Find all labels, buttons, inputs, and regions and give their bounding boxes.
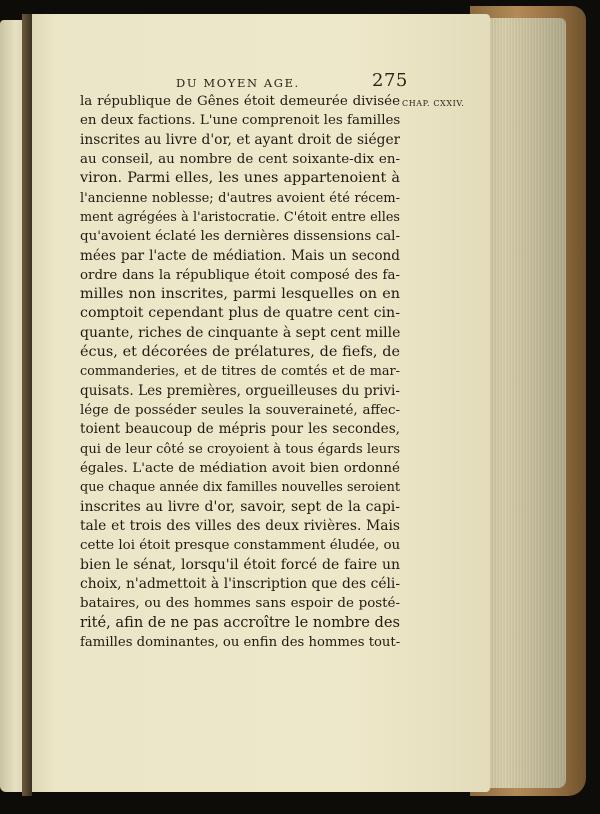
running-head-title: DU MOYEN AGE.: [176, 76, 300, 90]
text-line: qu'avoient éclaté les dernières dissensions cal-: [80, 229, 400, 245]
text-line: qui de leur côté se croyoient à tous égards leurs: [80, 441, 400, 457]
text-line: au conseil, au nombre de cent soixante-dix en-: [80, 151, 400, 167]
text-line: l'ancienne noblesse; d'autres avoient été récem-: [80, 190, 400, 206]
book-gutter: [22, 14, 32, 796]
chapter-margin-note: CHAP. CXXIV.: [402, 99, 465, 108]
text-line: toient beaucoup de mépris pour les secondes,: [80, 421, 400, 438]
text-line: bataires, ou des hommes sans espoir de posté-: [80, 596, 400, 612]
text-line: cette loi étoit presque constamment éludée, ou: [80, 538, 400, 554]
running-head: [152, 70, 452, 94]
page-number: 275: [372, 70, 408, 91]
text-line: milles non inscrites, parmi lesquelles on en: [80, 286, 400, 303]
text-line: quante, riches de cinquante à sept cent mille: [80, 324, 400, 341]
text-line: mées par l'acte de médiation. Mais un second: [80, 247, 400, 264]
text-line: égales. L'acte de médiation avoit bien ordonné: [80, 460, 400, 476]
text-line: lége de posséder seules la souveraineté, affec-: [80, 403, 400, 418]
text-line: bien le sénat, lorsqu'il étoit forcé de faire un: [80, 556, 400, 573]
text-line: quisats. Les premières, orgueilleuses du privi-: [80, 382, 400, 399]
text-line: inscrites au livre d'or, savoir, sept de la capi-: [80, 498, 400, 515]
text-line: écus, et décorées de prélatures, de fiefs, de: [80, 344, 400, 361]
text-line: ordre dans la république étoit composé des fa-: [80, 267, 400, 283]
text-line: comptoit cependant plus de quatre cent cin-: [80, 305, 400, 322]
text-line: en deux factions. L'une comprenoit les familles: [80, 113, 400, 129]
text-line: commanderies, et de titres de comtés et de mar-: [80, 364, 400, 380]
text-line: rité, afin de ne pas accroître le nombre des: [80, 614, 400, 632]
text-line: viron. Parmi elles, les unes appartenoient à: [80, 170, 400, 187]
text-line: la république de Gênes étoit demeurée divisée: [80, 94, 400, 109]
text-line: inscrites au livre d'or, et ayant droit de siéger: [80, 131, 400, 148]
page-edges-shade: [478, 18, 566, 788]
text-line: familles dominantes, ou enfin des hommes tout-: [80, 634, 400, 650]
text-line: que chaque année dix familles nouvelles seroient: [80, 480, 400, 496]
text-line: ment agrégées à l'aristocratie. C'étoit entre elles: [80, 209, 400, 225]
text-line: tale et trois des villes des deux rivières. Mais: [80, 517, 400, 534]
text-line: choix, n'admettoit à l'inscription que des céli-: [80, 575, 400, 592]
body-text: [80, 92, 400, 652]
